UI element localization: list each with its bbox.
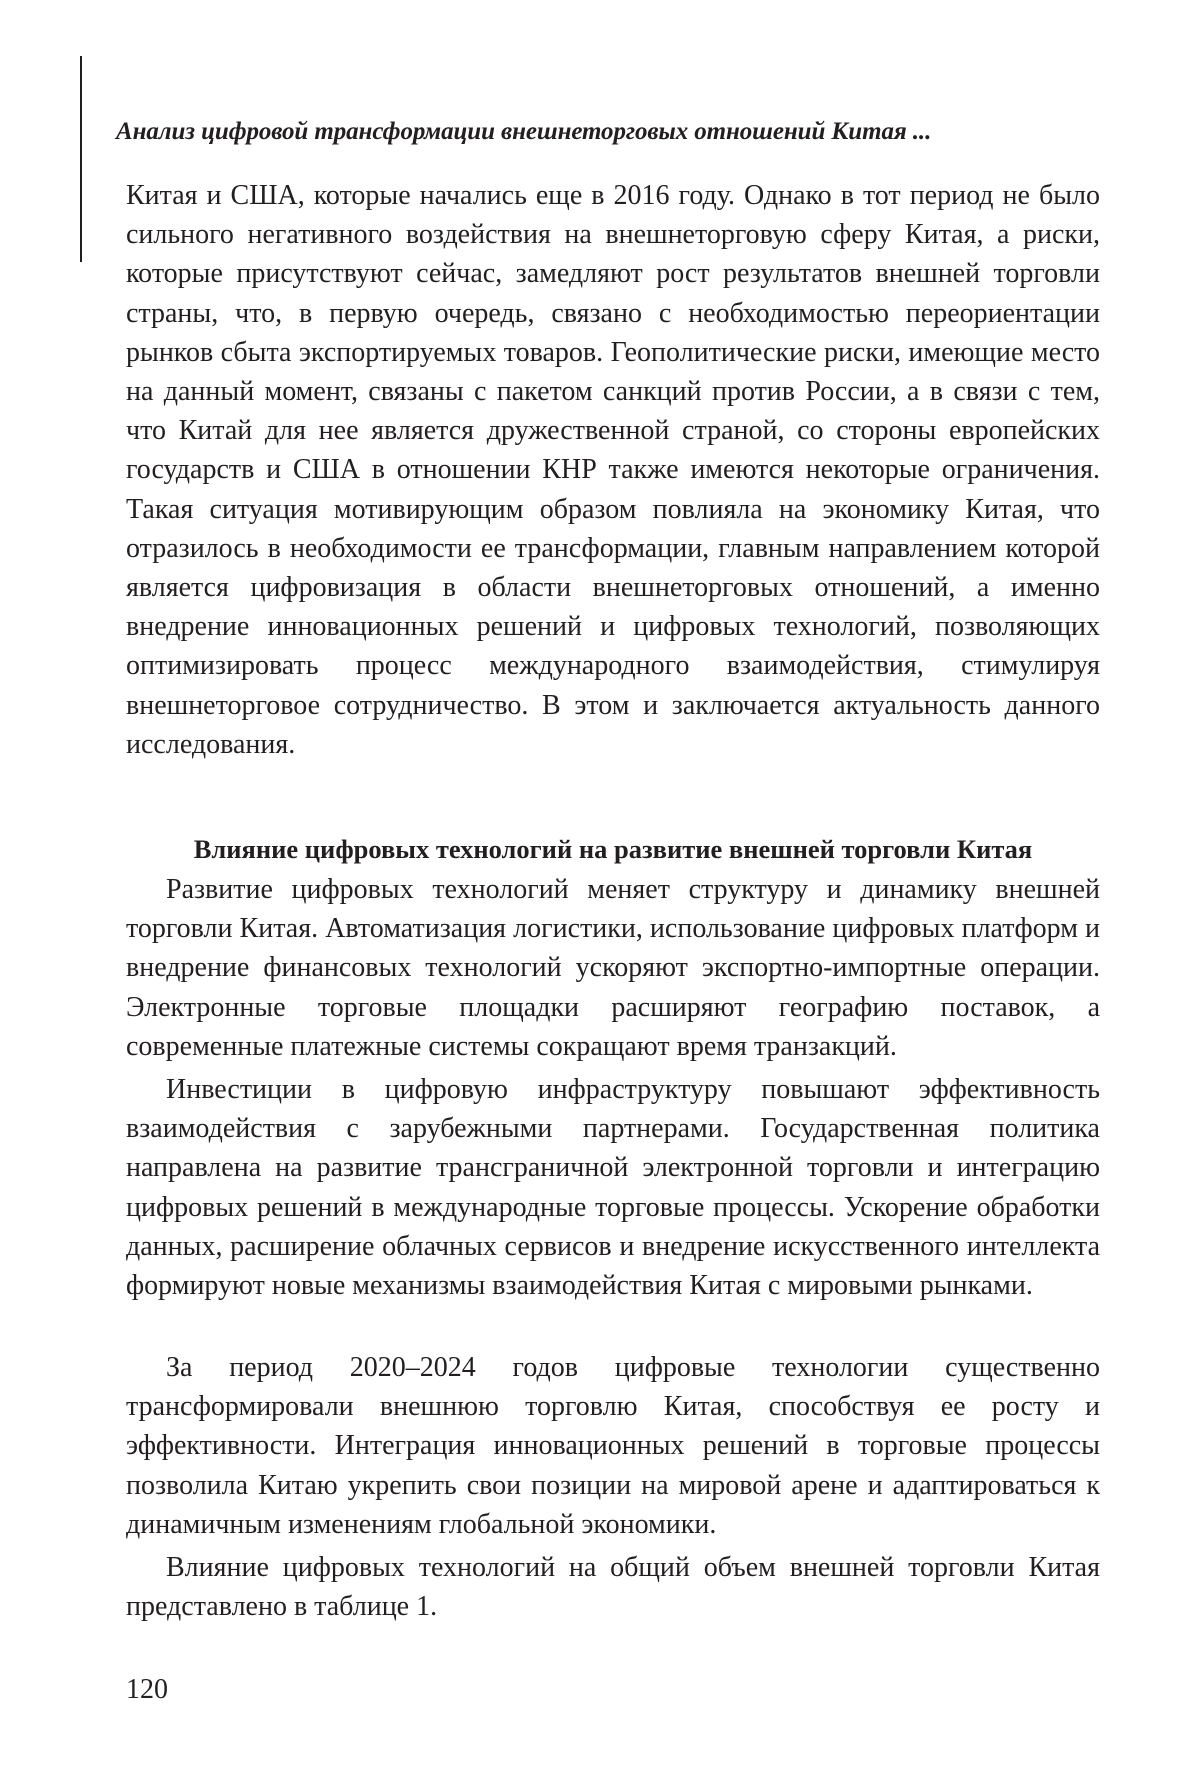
- paragraph-development: Развитие цифровых технологий меняет структуру и динамику внешней торговли Китая. Автоматизация логистики, использование цифровых платформ и внедрение финансовых технологий ускоряют экспортно-импортные операции. Электронные торговые площадки расширяют географию поставок, а современные платежные системы сокращают время транзакций.: [126, 870, 1100, 1066]
- page-number: 120: [126, 1670, 168, 1710]
- paragraph-period: За период 2020–2024 годов цифровые технологии существенно трансформировали внешнюю торговлю Китая, способствуя ее росту и эффективности. Интеграция инновационных решений в торговые процессы позволила Китаю укрепить свои позиции на мировой арене и адаптироваться к динамичным изменениям глобальной экономики.: [126, 1348, 1100, 1544]
- paragraph-intro: Китая и США, которые начались еще в 2016 году. Однако в тот период не было сильного негативного воздействия на внешнеторговую сферу Китая, а риски, которые присутствуют сейчас, замедляют рост результатов внешней торговли страны, что, в первую очередь, связано с необходимостью переориентации рынков сбыта экспортируемых товаров. Геополитические риски, имеющие место на данный момент, связаны с пакетом санкций против России, а в связи с тем, что Китай для нее является дружественной страной, со стороны европейских государств и США в отношении КНР также имеются некоторые ограничения. Такая ситуация мотивирующим образом повлияла на экономику Китая, что отразилось в необходимости ее трансформации, главным направлением которой является цифровизация в области внешнеторговых отношений, а именно внедрение инновационных решений и цифровых технологий, позволяющих оптимизировать процесс международного взаимодействия, стимулируя внешнеторговое сотрудничество. В этом и заключается актуальность данного исследования.: [126, 176, 1100, 764]
- section-heading: Влияние цифровых технологий на развитие внешней торговли Китая: [126, 830, 1100, 869]
- book-page: [0, 0, 1200, 1780]
- margin-rule: [80, 56, 82, 262]
- paragraph-table-reference: Влияние цифровых технологий на общий объем внешней торговли Китая представлено в таблице 1.: [126, 1548, 1100, 1626]
- running-head: Анализ цифровой трансформации внешнеторговых отношений Китая ...: [116, 112, 1096, 152]
- paragraph-investments: Инвестиции в цифровую инфраструктуру повышают эффективность взаимодействия с зарубежными партнерами. Государственная политика направлена на развитие трансграничной электронной торговли и интеграцию цифровых решений в международные торговые процессы. Ускорение обработки данных, расширение облачных сервисов и внедрение искусственного интеллекта формируют новые механизмы взаимодействия Китая с мировыми рынками.: [126, 1070, 1100, 1305]
